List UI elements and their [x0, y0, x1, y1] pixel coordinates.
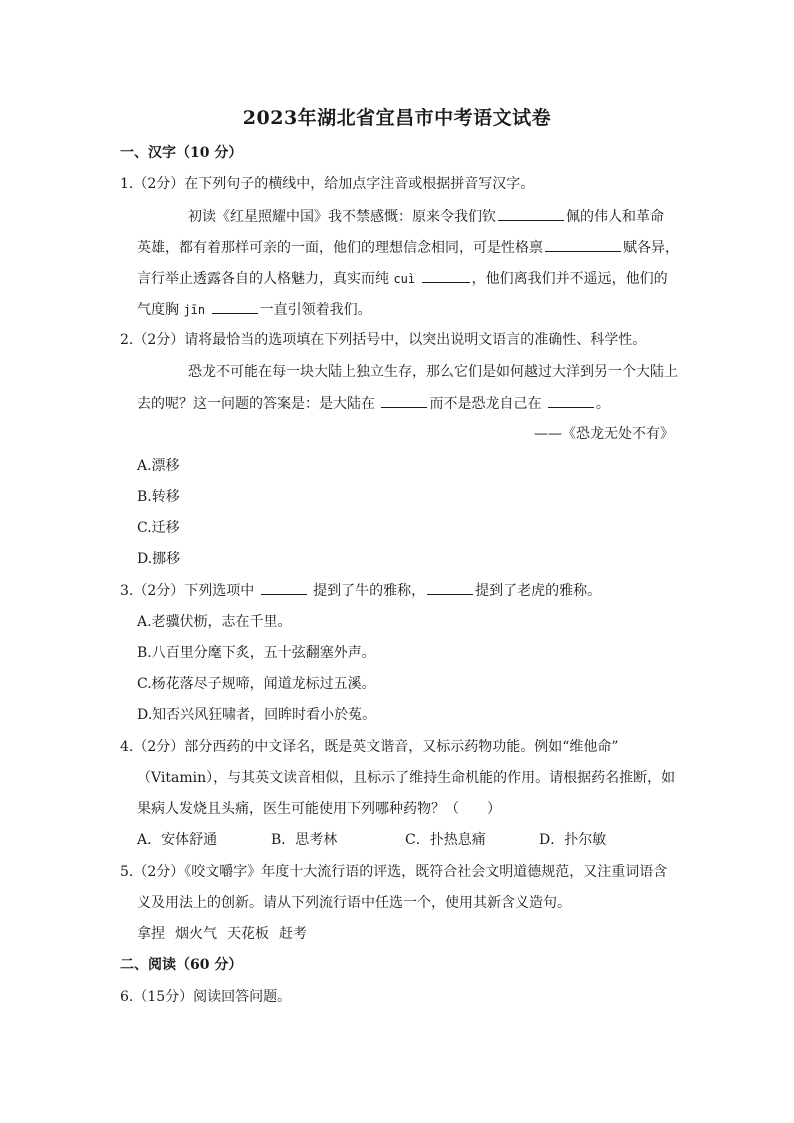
q3-blank-2[interactable] [427, 580, 473, 595]
q3-text: 提到了老虎的雅称。 [475, 583, 602, 599]
q5-word: 烟火气 [175, 926, 217, 942]
q1-passage-line-2 [137, 237, 679, 258]
q2-text: 而不是恐龙自己在 [429, 396, 542, 412]
q3-stem [120, 580, 601, 601]
section-1-heading: 一、汉字（10 分） [120, 145, 243, 161]
q3-option-c[interactable]: C.杨花落尽子规啼，闻道龙标过五溪。 [137, 676, 376, 692]
q1-blank-2[interactable] [545, 237, 621, 252]
q1-stem: 1.（2分）在下列句子的横线中，给加点字注音或根据拼音写汉字。 [120, 176, 535, 192]
q2-option-b[interactable]: B.转移 [137, 489, 180, 505]
q2-text: 去的呢？这一问题的答案是：是大陆在 [137, 396, 375, 412]
q4-option-b[interactable]: B．思考林 [271, 832, 338, 848]
q1-pinyin-cui: cuì [393, 272, 416, 286]
q1-text: 佩的伟人和革命 [566, 209, 664, 225]
q5-word: 拿捏 [137, 926, 165, 942]
q2-option-c[interactable]: C.迁移 [137, 520, 180, 536]
q4-stem-line-1: 4.（2分）部分西药的中文译名，既是英文谐音，又标示药物功能。例如“维他命” [120, 739, 619, 755]
q1-blank-1[interactable] [498, 206, 564, 221]
q1-text: 一直引领着我们。 [259, 302, 372, 318]
q1-text: 气度胸 [137, 302, 179, 318]
q1-text: 赋各异， [623, 240, 679, 256]
q2-stem: 2.（2分）请将最恰当的选项填在下列括号中，以突出说明文语言的准确性、科学性。 [120, 332, 647, 348]
q1-blank-4[interactable] [212, 299, 258, 314]
q4-stem-line-3: 果病人发烧且头痛，医生可能使用下列哪种药物？（ ） [137, 801, 501, 817]
section-2-heading: 二、阅读（60 分） [120, 957, 243, 973]
q3-text: 提到了牛的雅称， [313, 583, 426, 599]
q3-text: 3.（2分）下列选项中 [120, 583, 255, 599]
q1-passage-line-1 [188, 206, 664, 227]
q5-stem-line-2: 义及用法上的创新。请从下列流行语中任选一个，使用其新含义造句。 [137, 895, 571, 911]
q5-stem-line-1: 5.（2分）《咬文嚼字》年度十大流行语的评选，既符合社会文明道德规范，又注重词语含 [120, 864, 668, 880]
q6-stem: 6.（15分）阅读回答问题。 [120, 989, 292, 1005]
q1-text: 初读《红星照耀中国》我不禁感慨：原来令我们钦 [188, 209, 496, 225]
q4-stem-line-2: （Vitamin），与其英文读音相似，且标示了维持生命机能的作用。请根据药名推断，如 [137, 770, 676, 786]
q3-option-b[interactable]: B.八百里分麾下炙，五十弦翻塞外声。 [137, 645, 376, 661]
q2-option-d[interactable]: D.挪移 [137, 551, 181, 567]
q2-passage-line-2 [137, 393, 610, 414]
q1-passage-line-4 [137, 299, 372, 320]
exam-title: 2023年湖北省宜昌市中考语文试卷 [242, 107, 552, 129]
q3-option-d[interactable]: D.知否兴风狂啸者，回眸时看小於菟。 [137, 707, 377, 723]
q1-blank-3[interactable] [422, 268, 470, 283]
q2-option-a[interactable]: A.漂移 [137, 458, 180, 474]
q2-blank-1[interactable] [381, 393, 427, 408]
q4-options [137, 830, 606, 850]
q3-option-a[interactable]: A.老骥伏枥，志在千里。 [137, 614, 292, 630]
q1-text: 英雄，都有着那样可亲的一面，他们的理想信念相同，可是性格禀 [137, 240, 543, 256]
q4-option-a[interactable]: A．安体舒通 [137, 832, 218, 848]
q5-word-list [137, 924, 307, 944]
q2-passage-line-1: 恐龙不可能在每一块大陆上独立生存，那么它们是如何越过大洋到另一个大陆上 [188, 364, 678, 380]
q2-blank-2[interactable] [548, 393, 594, 408]
q5-word: 天花板 [227, 926, 269, 942]
q4-option-c[interactable]: C．扑热息痛 [405, 832, 486, 848]
q1-passage-line-3 [137, 268, 668, 289]
q1-text: ，他们离我们并不遥远，他们的 [471, 271, 668, 287]
q1-pinyin-jin: jīn [183, 303, 206, 317]
q3-blank-1[interactable] [261, 580, 307, 595]
q4-option-d[interactable]: D．扑尔敏 [539, 832, 607, 848]
q2-source: ——《恐龙无处不有》 [534, 426, 674, 442]
q1-text: 言行举止透露各自的人格魅力，真实而纯 [137, 271, 389, 287]
q5-word: 赶考 [279, 926, 307, 942]
q2-text: 。 [595, 396, 610, 412]
